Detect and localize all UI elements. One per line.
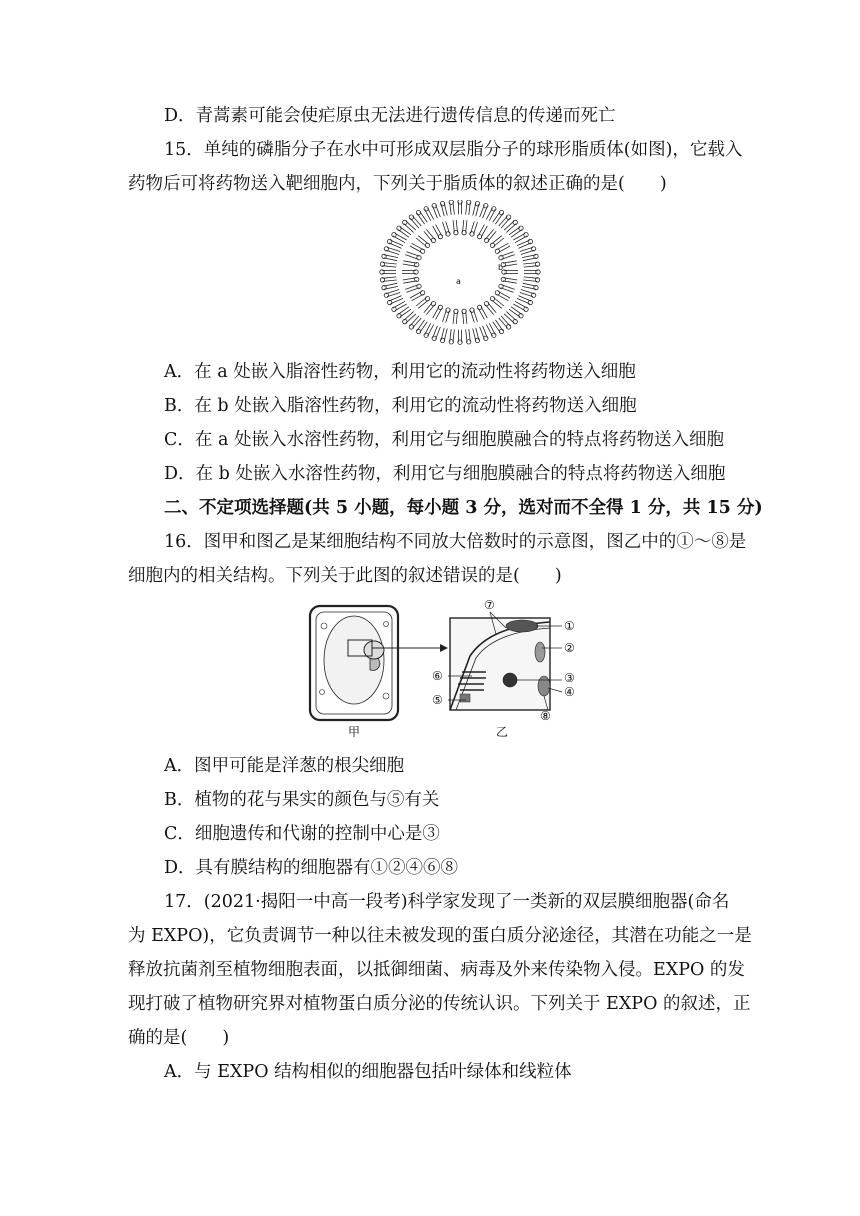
q16-stem-line1: 16．图甲和图乙是某细胞结构不同放大倍数时的示意图，图乙中的①～⑧是 xyxy=(164,532,747,552)
label-8: ⑧ xyxy=(540,709,551,723)
liposome-label-b: b xyxy=(498,263,504,272)
q15-option-a: A．在 a 处嵌入脂溶性药物，利用它的流动性将药物送入细胞 xyxy=(164,362,636,382)
q16-option-c: C．细胞遗传和代谢的控制中心是③ xyxy=(164,824,440,844)
label-4: ④ xyxy=(564,685,575,699)
label-3: ③ xyxy=(564,671,575,685)
q17-stem-line3: 释放抗菌剂至植物细胞表面，以抵御细菌、病毒及外来传染物入侵。EXPO 的发 xyxy=(128,960,745,980)
q16-option-d: D．具有膜结构的细胞器有①②④⑥⑧ xyxy=(164,858,459,878)
label-1: ① xyxy=(564,619,575,633)
q15-option-b: B．在 b 处嵌入脂溶性药物，利用它的流动性将药物送入细胞 xyxy=(164,396,637,416)
q17-stem-line1: 17．(2021·揭阳一中高一段考)科学家发现了一类新的双层膜细胞器(命名 xyxy=(164,892,730,912)
label-2: ② xyxy=(564,641,575,655)
q15-option-d: D．在 b 处嵌入水溶性药物，利用它与细胞膜融合的特点将药物送入细胞 xyxy=(164,464,726,484)
section2-heading: 二、不定项选择题(共 5 小题，每小题 3 分，选对而不全得 1 分，共 15 分) xyxy=(164,498,763,518)
liposome-label-a: a xyxy=(456,277,461,286)
cell-figure-yi xyxy=(450,618,550,710)
q15-option-c: C．在 a 处嵌入水溶性药物，利用它与细胞膜融合的特点将药物送入细胞 xyxy=(164,430,724,450)
label-7: ⑦ xyxy=(484,598,495,612)
q17-stem-line4: 现打破了植物研究界对植物蛋白质分泌的传统认识。下列关于 EXPO 的叙述，正 xyxy=(128,994,751,1014)
cell-figure xyxy=(300,596,590,744)
label-yi: 乙 xyxy=(496,725,509,739)
liposome-figure xyxy=(370,200,550,345)
q15-stem-line1: 15．单纯的磷脂分子在水中可形成双层脂分子的球形脂质体(如图)，它载入 xyxy=(164,140,743,160)
label-jia: 甲 xyxy=(348,725,361,739)
label-5: ⑤ xyxy=(432,693,443,707)
label-6: ⑥ xyxy=(432,669,443,683)
q17-stem-line5: 确的是( ) xyxy=(128,1028,230,1048)
q14-option-d: D．青蒿素可能会使疟原虫无法进行遗传信息的传递而死亡 xyxy=(164,106,616,126)
q16-option-a: A．图甲可能是洋葱的根尖细胞 xyxy=(164,756,405,776)
q15-stem-line2: 药物后可将药物送入靶细胞内，下列关于脂质体的叙述正确的是( ) xyxy=(128,174,667,194)
q17-option-a: A．与 EXPO 结构相似的细胞器包括叶绿体和线粒体 xyxy=(164,1062,572,1082)
q16-option-b: B．植物的花与果实的颜色与⑤有关 xyxy=(164,790,440,810)
cell-figure-jia xyxy=(310,606,398,720)
q17-stem-line2: 为 EXPO)，它负责调节一种以往未被发现的蛋白质分泌途径，其潜在功能之一是 xyxy=(128,926,752,946)
q16-stem-line2: 细胞内的相关结构。下列关于此图的叙述错误的是( ) xyxy=(128,566,562,586)
